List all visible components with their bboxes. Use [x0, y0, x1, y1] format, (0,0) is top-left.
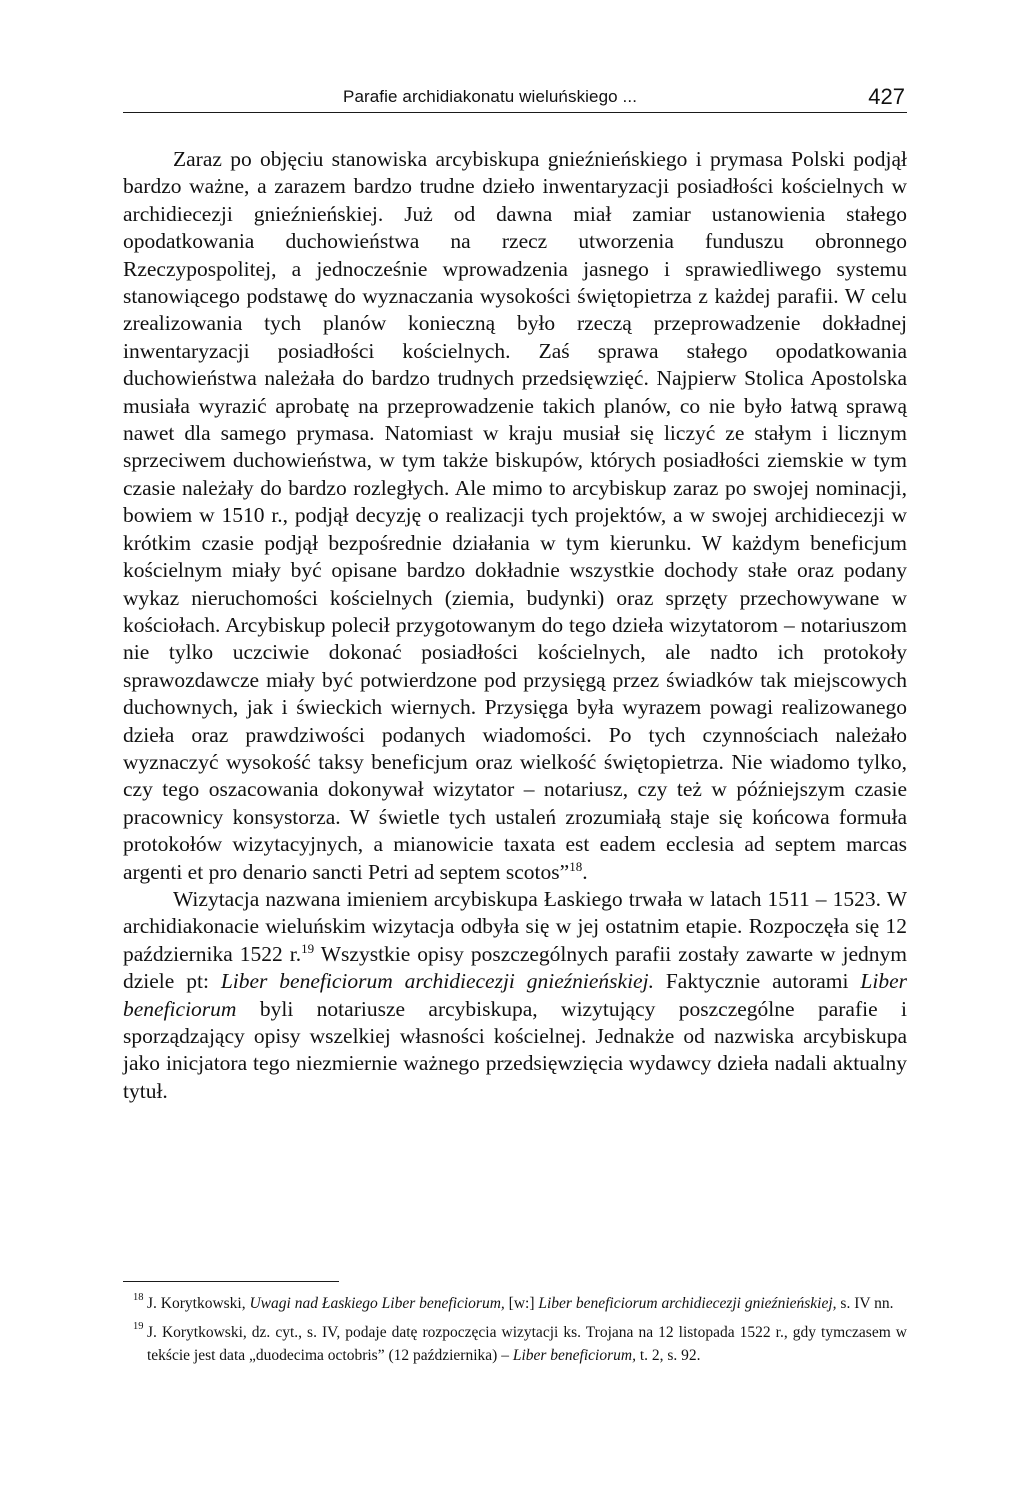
text-run: Wizytacja nazwana imieniem arcybiskupa Łaskiego trwała w latach 1511 – 1523. W archidiakonacie wieluńskim wizytacja odbyła się w jej ostatnim etapie. Rozpoczęła się 12 października 1522 r. [123, 886, 907, 966]
page-number: 427 [868, 84, 905, 109]
footnote-text [147, 1295, 894, 1312]
footnote-mark: 19 [133, 1321, 144, 1332]
running-header [123, 82, 907, 113]
footnote [123, 1292, 907, 1315]
paragraph [123, 886, 907, 1105]
text-run: J. Korytkowski, [147, 1295, 250, 1312]
footnote-separator [123, 1281, 339, 1282]
text-run: J. Korytkowski, dz. cyt., s. IV, podaje datę rozpoczęcia wizytacji ks. Trojana na 12 listopada 1522 r., gdy tymczasem w tekście jest data „duodecima octobris” (12 października) – [147, 1324, 907, 1364]
italic-title: Liber beneficiorum archidiecezji gnieźnieńskiej. [220, 969, 654, 994]
text-run: s. IV nn. [836, 1295, 894, 1312]
italic-title: Liber beneficiorum, [512, 1347, 636, 1364]
text-run: Wszystkie opisy poszczególnych parafii zostały zawarte w jednym dziele pt: [123, 941, 907, 994]
footnote-text [147, 1324, 907, 1364]
text-run: . [582, 859, 588, 884]
italic-title: Liber beneficiorum [123, 969, 907, 1021]
text-run: Faktycznie autorami [653, 969, 861, 994]
italic-title: Uwagi nad Łaskiego Liber beneficiorum, [249, 1295, 505, 1312]
text-run: t. 2, s. 92. [635, 1347, 701, 1364]
body-text [123, 146, 907, 1105]
footnote-reference: 19 [301, 940, 315, 956]
footnote-reference: 18 [569, 858, 583, 874]
text-run: byli notariusze arcybiskupa, wizytujący poszczególne parafie i sporządzający opisy wszelkiej własności kościelnej. Jednakże od nazwiska arcybiskupa jako inicjatora tego niezmiernie ważnego przedsięwzięcia wydawcy dzieła nadali aktualny tytuł. [123, 996, 907, 1103]
document-page [123, 0, 907, 1493]
footnotes [123, 1292, 907, 1373]
text-run: [w:] [504, 1295, 539, 1312]
running-header-title: Parafie archidiakonatu wieluńskiego ... [343, 87, 638, 106]
footnote [123, 1321, 907, 1367]
paragraph [123, 146, 907, 886]
text-run: Zaraz po objęciu stanowiska arcybiskupa gnieźnieńskiego i prymasa Polski podjął bardzo ważne, a zarazem bardzo trudne dzieło inwentaryzacji posiadłości kościelnych w archidiecezji gnieźnieńskiej. Już od dawna miał zamiar ustanowienia stałego opodatkowania duchowieństwa na rzecz utworzenia funduszu obronnego Rzeczypospolitej, a jednocześnie wprowadzenia jasnego i sprawiedliwego systemu stanowiącego podstawę do wyznaczania wysokości świętopietrza z każdej parafii. W celu zrealizowania tych planów konieczną było rzeczą przeprowadzenie dokładnej inwentaryzacji posiadłości kościelnych. Zaś sprawa stałego opodatkowania duchowieństwa należała do bardzo trudnych przedsięwzięć. Najpierw Stolica Apostolska musiała wyrazić aprobatę na przeprowadzenie takich planów, co nie było łatwą sprawą nawet dla samego prymasa. Natomiast w kraju musiał się liczyć ze stałym i licznym sprzeciwem duchowieństwa, w tym także biskupów, których posiadłości ziemskie w tym czasie należały do bardzo rozległych. Ale mimo to arcybiskup zaraz po swojej nominacji, bowiem w 1510 r., podjął decyzję o realizacji tych projektów, a w swojej archidiecezji w krótkim czasie podjął bezpośrednie działania w tym kierunku. W każdym beneficjum kościelnym miały być opisane bardzo dokładnie wszystkie dochody stałe oraz podany wykaz nieruchomości kościelnych (ziemia, budynki) oraz sprzęty przechowywane w kościołach. Arcybiskup polecił przygotowanym do tego dzieła wizytatorom – notariuszom nie tylko uczciwie dokonać posiadłości kościelnych, ale nadto ich protokoły sprawozdawcze miały być potwierdzone pod przysięgą przez świadków tak miejscowych duchownych, jak i świeckich wiernych. Przysięga była wyrazem powagi realizowanego dzieła oraz prawdziwości podanych wiadomości. Po tych czynnościach należało wyznaczyć wysokość taksy beneficjum oraz wielkość świętopietrza. Nie wiadomo tylko, czy tego oszacowania dokonywał wizytator – notariusz, czy też w późniejszym czasie pracownicy konsystorza. W świetle tych ustaleń zrozumiałą staje się końcowa formuła protokołów wizytacyjnych, a mianowicie taxata est eadem ecclesia ad septem marcas argenti et pro denario sancti Petri ad septem scotos” [123, 147, 907, 884]
footnote-mark: 18 [133, 1292, 144, 1303]
italic-title: Liber beneficiorum archidiecezji gnieźnieńskiej, [538, 1295, 837, 1312]
